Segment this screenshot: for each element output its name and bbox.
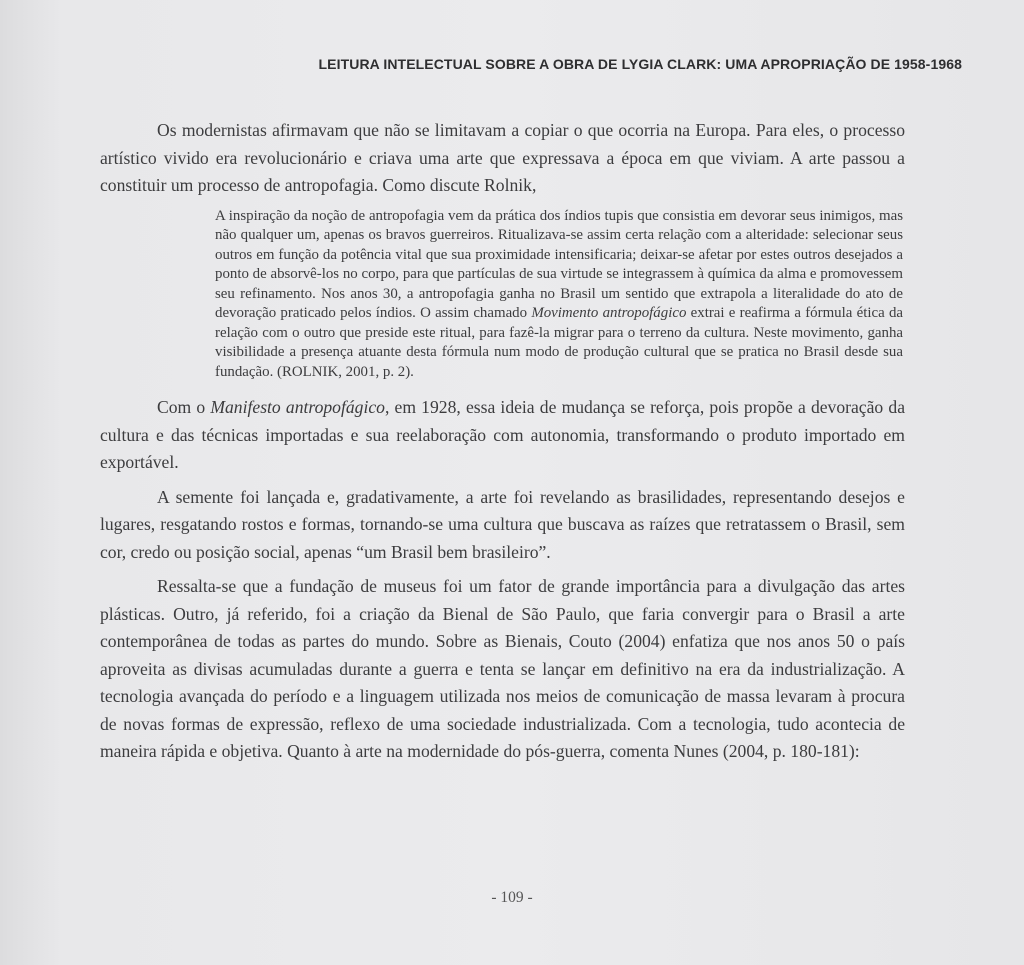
paragraph-manifesto-end: , em 1928, essa ideia de mudança se reforça, pois propõe a devoração da cultura e das técnicas importadas e sua reelaboração com autonomia, transformando o produto importado em exportável.: [100, 397, 905, 472]
body-text: [100, 117, 905, 773]
quote-italic-term: Movimento antropofágico: [531, 305, 687, 321]
quote-text-start: A inspiração da noção de antropofagia vem da prática dos índios tupis que consistia em devorar seus inimigos, mas não qualquer um, apenas os bravos guerreiros. Ritualizava-se assim certa relação com a alteridade: selecionar seus outros em função da potência vital que sua proximidade intensificaria; deixar-se afetar por estes outros desejados a ponto de absorvê-los no corpo, para que partículas de sua virtude se integrassem à química da alma e promovessem seu refinamento. Nos anos 30, a antropofagia ganha no Brasil um sentido que extrapola a literalidade do ato de devoração praticado pelos índios. O assim chamado: [215, 207, 903, 321]
paragraph-manifesto: [100, 394, 905, 477]
paragraph-modernistas: Os modernistas afirmavam que não se limitavam a copiar o que ocorria na Europa. Para eles, o processo artístico vivido era revolucionário e criava uma arte que expressava a época em que viviam. A arte passou a constituir um processo de antropofagia. Como discute Rolnik,: [100, 120, 905, 195]
block-quote-rolnik: [215, 207, 903, 383]
page-number: - 109 -: [491, 889, 533, 906]
paragraph-museus: Ressalta-se que a fundação de museus foi um fator de grande importância para a divulgação das artes plásticas. Outro, já referido, foi a criação da Bienal de São Paulo, que faria convergir para o Brasil a arte contemporânea de todas as partes do mundo. Sobre as Bienais, Couto (2004) enfatiza que nos anos 50 o país aproveita as divisas acumuladas durante a guerra e tenta se lançar em definitivo na era da industrialização. A tecnologia avançada do período e a linguagem utilizada nos meios de comunicação de massa levaram à procura de novas formas de expressão, reflexo de uma sociedade industrializada. Com a tecnologia, tudo acontecia de maneira rápida e objetiva. Quanto à arte na modernidade do pós-guerra, comenta Nunes (2004, p. 180-181):: [100, 576, 905, 761]
manifesto-italic-title: Manifesto antropofágico: [210, 397, 385, 417]
paragraph-semente: A semente foi lançada e, gradativamente, a arte foi revelando as brasilidades, representando desejos e lugares, resgatando rostos e formas, tornando-se uma cultura que buscava as raízes que retratassem o Brasil, sem cor, credo ou posição social, apenas “um Brasil bem brasileiro”.: [100, 486, 905, 562]
paragraph-manifesto-start: Com o: [157, 397, 211, 417]
running-header: LEITURA INTELECTUAL SOBRE A OBRA DE LYGIA CLARK: UMA APROPRIAÇÃO DE 1958-1968: [318, 56, 962, 72]
quote-text-end: extrai e reafirma a fórmula ética da relação com o outro que preside este ritual, para fazê-la migrar para o terreno da cultura. Neste movimento, ganha visibilidade a presença atuante desta fórmula num modo de produção cultural que se pratica no Brasil desde sua fundação. (ROLNIK, 2001, p. 2).: [215, 305, 904, 380]
